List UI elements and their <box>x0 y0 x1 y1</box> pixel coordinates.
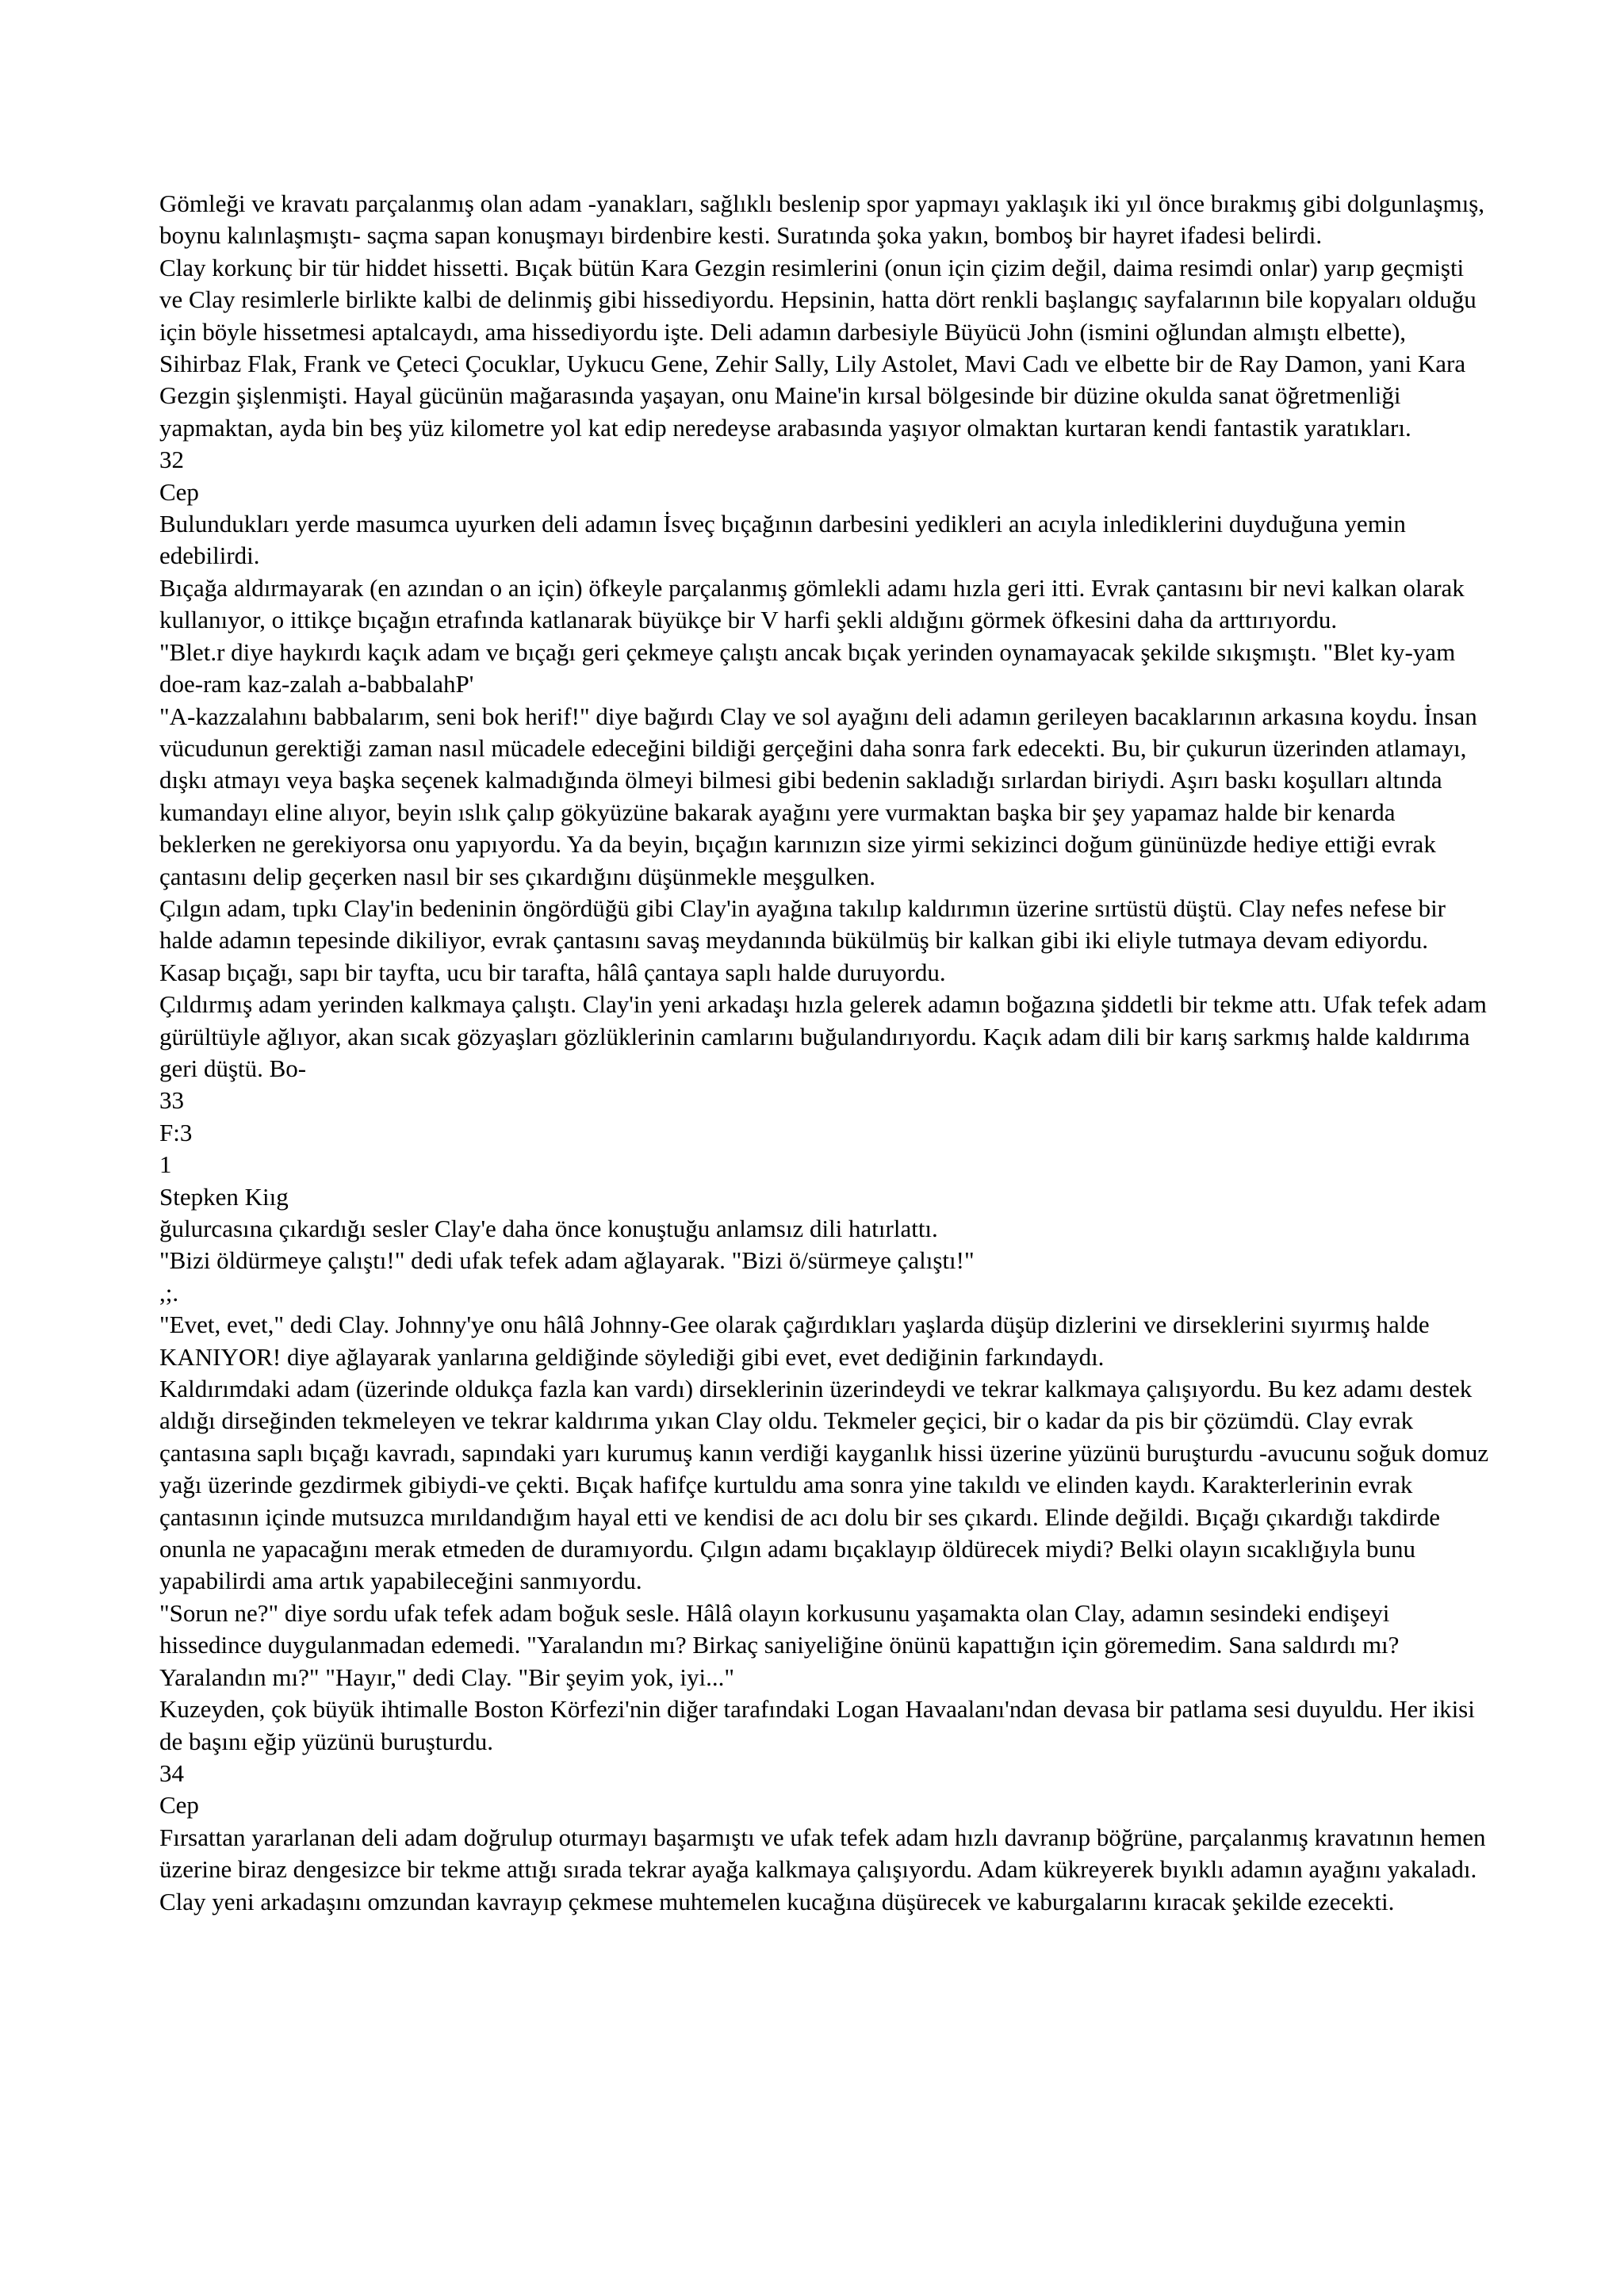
paragraph: Bulundukları yerde masumca uyurken deli adamın İsveç bıçağının darbesini yedikleri an acıyla inlediklerini duyduğuna yemin edebilirdi. <box>159 510 1406 570</box>
running-header: Cep <box>159 477 199 506</box>
paragraph: Clay korkunç bir tür hiddet hissetti. Bıçak bütün Kara Gezgin resimlerini (onun için çizim değil, daima resimdi onlar) yarıp geçmişti ve Clay resimlerle birlikte kalbi de delinmiş gibi hissediyordu. Hepsinin, hatta dört renkli başlangıç sayfalarının bile kopyaları olduğu için böyle hissetmesi aptalcaydı, ama hissediyordu işte. Deli adamın darbesiyle Büyücü John (ismini oğlundan almıştı elbette), Sihirbaz Flak, Frank ve Çeteci Çocuklar, Uykucu Gene, Zehir Sally, Lily Astolet, Mavi Cadı ve elbette bir de Ray Damon, yani Kara Gezgin şişlenmişti. Hayal gücünün mağarasında yaşayan, onu Maine'in kırsal bölgesinde bir düzine okulda sanat öğretmenliği yapmaktan, ayda bin beş yüz kilometre yol kat edip neredeyse arabasında yaşıyor olmaktan kurtaran kendi fantastik yaratıkları. <box>159 253 1477 442</box>
running-header: Cep <box>159 1791 199 1820</box>
page-number: 33 <box>159 1086 184 1115</box>
page-number: 34 <box>159 1758 184 1787</box>
paragraph: Kuzeyden, çok büyük ihtimalle Boston Körfezi'nin diğer tarafındaki Logan Havaalanı'ndan devasa bir patlama sesi duyuldu. Her ikisi de başını eğip yüzünü buruşturdu. <box>159 1695 1475 1755</box>
stray-text: F:3 <box>159 1118 193 1146</box>
stray-text: 1 <box>159 1150 172 1179</box>
paragraph: "Sorun ne?" diye sordu ufak tefek adam boğuk sesle. Hâlâ olayın korkusunu yaşamakta olan Clay, adamın sesindeki endişeyi hissedince duygulanmadan edemedi. "Yaralandın mı? Birkaç saniyeliğine önünü kapattığın için göremedim. Sana saldırdı mı? Yaralandın mı?" "Hayır," dedi Clay. "Bir şeyim yok, iyi..." <box>159 1598 1400 1691</box>
paragraph: Bıçağa aldırmayarak (en azından o an için) öfkeyle parçalanmış gömlekli adamı hızla geri itti. Evrak çantasını bir nevi kalkan olarak kullanıyor, o ittikçe bıçağın etrafında katlanarak büyükçe bir V harfi şekli aldığını görmek öfkesini daha da arttırıyordu. <box>159 573 1465 634</box>
paragraph: Gömleği ve kravatı parçalanmış olan adam -yanakları, sağlıklı beslenip spor yapmayı yaklaşık iki yıl önce bırakmış gibi dolgunlaşmış, boynu kalınlaşmıştı- saçma sapan konuşmayı birdenbire kesti. Suratında şoka yakın, bomboş bir hayret ifadesi belirdi. <box>159 189 1485 250</box>
page-number: 32 <box>159 446 184 474</box>
paragraph: "Blet.r diye haykırdı kaçık adam ve bıçağı geri çekmeye çalıştı ancak bıçak yerinden oynamayacak şekilde sıkışmıştı. "Blet ky-yam doe-ram kaz-zalah a-babbalahP' <box>159 637 1456 698</box>
paragraph: "A-kazzalahını babbalarım, seni bok herif!" diye bağırdı Clay ve sol ayağını deli adamın gerileyen bacaklarının arkasına koydu. İnsan vücudunun gerektiği zaman nasıl mücadele edeceğini bildiği gerçeğini daha sonra fark edecekti. Bu, bir çukurun üzerinden atlamayı, dışkı atmayı veya başka seçenek kalmadığında ölmeyi bilmesi gibi bedenin sakladığı sırlardan biriydi. Aşırı baskı koşulları altında kumandayı eline alıyor, beyin ıslık çalıp gökyüzüne bakarak ayağını yere vurmaktan başka bir şey yapamaz halde bir kenarda beklerken ne gerekiyorsa onu yapıyordu. Ya da beyin, bıçağın karınızın size yirmi sekizinci doğum gününüzde hediye ettiği evrak çantasını delip geçerken nasıl bir ses çıkardığını düşünmekle meşgulken. <box>159 702 1477 890</box>
paragraph: Kaldırımdaki adam (üzerinde oldukça fazla kan vardı) dirseklerinin üzerindeydi ve tekrar kalkmaya çalışıyordu. Bu kez adamı destek aldığı dirseğinden tekmeleyen ve tekrar kaldırıma yıkan Clay oldu. Tekmeler geçici, bir o kadar da pis bir çözümdü. Clay evrak çantasına saplı bıçağı kavradı, sapındaki yarı kurumuş kanın verdiği kayganlık hissi üzerine yüzünü buruşturdu -avucunu soğuk domuz yağı üzerinde gezdirmek gibiydi-ve çekti. Bıçak hafifçe kurtuldu ama sonra yine takıldı ve elinden kaydı. Karakterlerinin evrak çantasının içinde mutsuzca mırıldandığım hayal etti ve kendisi de acı dolu bir ses çıkardı. Elinde değildi. Bıçağı çıkardığı takdirde onunla ne yapacağını merak etmeden de duramıyordu. Çılgın adamı bıçaklayıp öldürecek miydi? Belki olayın sıcaklığıyla bunu yapabilirdi ama artık yapabileceğini sanmıyordu. <box>159 1375 1489 1595</box>
paragraph: ğulurcasına çıkardığı sesler Clay'e daha önce konuştuğu anlamsız dili hatırlattı. <box>159 1215 938 1242</box>
paragraph: Çılgın adam, tıpkı Clay'in bedeninin öngördüğü gibi Clay'in ayağına takılıp kaldırımın üzerine sırtüstü düştü. Clay nefes nefese bir halde adamın tepesinde dikiliyor, evrak çantasını savaş meydanında bükülmüş bir kalkan gibi iki eliyle tutmaya devam ediyordu. Kasap bıçağı, sapı bir tayfta, ucu bir tarafta, hâlâ çantaya saplı halde duruyordu. <box>159 894 1446 986</box>
paragraph: Fırsattan yararlanan deli adam doğrulup oturmayı başarmıştı ve ufak tefek adam hızlı davranıp böğrüne, parçalanmış kravatının hemen üzerine biraz dengesizce bir tekme attığı sırada tekrar ayağa kalkmaya çalışıyordu. Adam kükreyerek bıyıklı adamın ayağını yakaladı. Clay yeni arkadaşını omzundan kavrayıp çekmese muhtemelen kucağına düşürecek ve kaburgalarını kıracak şekilde ezecekti. <box>159 1823 1486 1915</box>
document-page <box>159 188 1492 1918</box>
stray-text: ,;. <box>159 1278 179 1307</box>
running-header: Stepken Kiıg <box>159 1182 289 1211</box>
paragraph: "Evet, evet," dedi Clay. Johnny'ye onu hâlâ Johnny-Gee olarak çağırdıkları yaşlarda düşüp dizlerini ve dirseklerini sıyırmış halde KANIYOR! diye ağlayarak yanlarına geldiğinde söylediği gibi evet, evet dediğinin farkındaydı. <box>159 1311 1430 1371</box>
paragraph: Çıldırmış adam yerinden kalkmaya çalıştı. Clay'in yeni arkadaşı hızla gelerek adamın boğazına şiddetli bir tekme attı. Ufak tefek adam gürültüyle ağlıyor, akan sıcak gözyaşları gözlüklerinin camlarını buğulandırıyordu. Kaçık adam dili bir karış sarkmış halde kaldırıma geri düştü. Bo- <box>159 990 1487 1082</box>
paragraph: "Bizi öldürmeye çalıştı!" dedi ufak tefek adam ağlayarak. "Bizi ö/sürmeye çalıştı!" <box>159 1246 975 1275</box>
